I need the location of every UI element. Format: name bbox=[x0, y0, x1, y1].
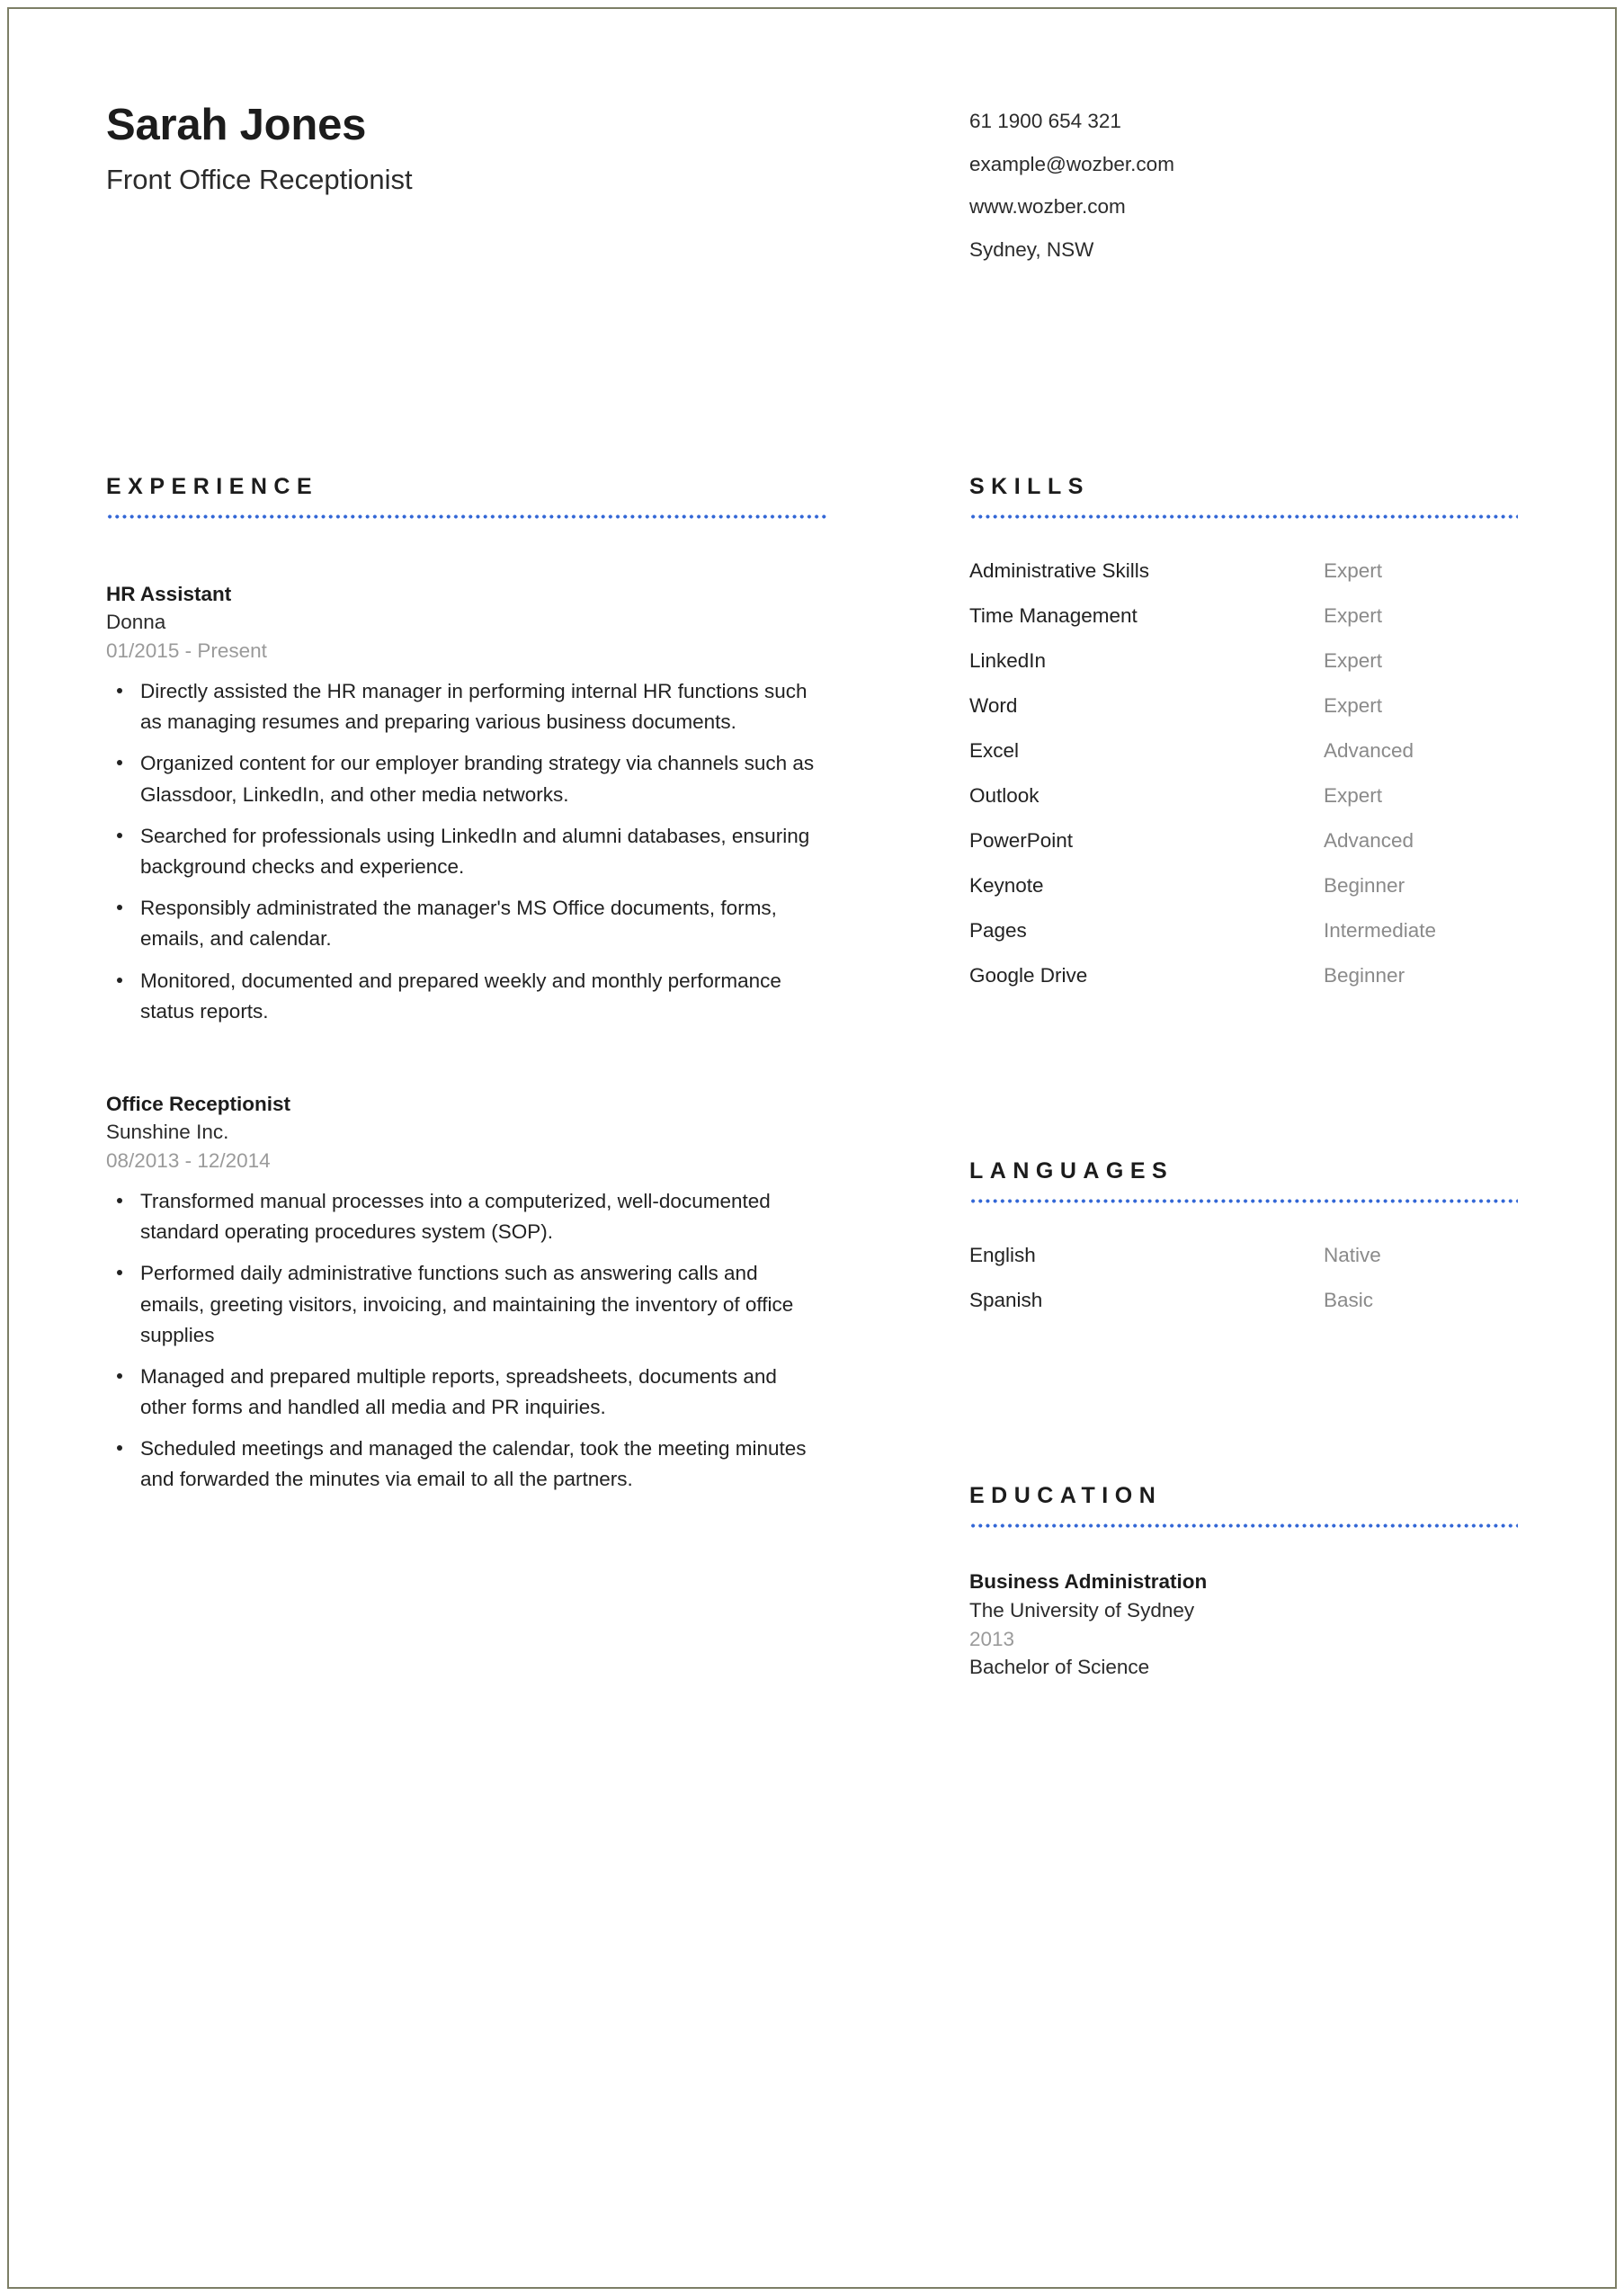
skill-name: Keynote bbox=[969, 874, 1044, 897]
contact-website: www.wozber.com bbox=[969, 195, 1126, 218]
experience-bullet-text: Organized content for our employer branding strategy via channels such as Glassdoor, LinkedIn, and other media networks. bbox=[140, 752, 815, 806]
resume-body bbox=[106, 476, 1518, 1681]
bullet-dot-icon bbox=[117, 1198, 122, 1203]
experience-entry bbox=[106, 1092, 827, 1496]
skill-level: Beginner bbox=[1324, 964, 1405, 987]
experience-bullet-text: Transformed manual processes into a computerized, well-documented standard operating procedures system (SOP). bbox=[140, 1189, 771, 1244]
language-row bbox=[969, 1288, 1518, 1312]
experience-bullet-text: Responsibly administrated the manager's MS Office documents, forms, emails, and calendar. bbox=[140, 897, 777, 951]
skill-row bbox=[969, 648, 1518, 673]
bullet-dot-icon bbox=[117, 1445, 122, 1451]
skill-row bbox=[969, 738, 1518, 763]
bullet-dot-icon bbox=[117, 978, 122, 983]
experience-bullet bbox=[106, 1434, 827, 1495]
education-school: The University of Sydney bbox=[969, 1598, 1195, 1621]
languages-heading: LANGUAGES bbox=[969, 1158, 1174, 1184]
skill-level: Expert bbox=[1324, 784, 1383, 807]
experience-bullet-text: Performed daily administrative functions such as answering calls and emails, greeting visitors, invoicing, and maintaining the inventory of office supplies bbox=[140, 1262, 794, 1346]
skill-name: PowerPoint bbox=[969, 829, 1074, 852]
experience-bullet bbox=[106, 821, 827, 882]
skill-level: Expert bbox=[1324, 604, 1383, 627]
skill-row bbox=[969, 828, 1518, 853]
bullet-dot-icon bbox=[117, 1373, 122, 1379]
skill-row bbox=[969, 963, 1518, 987]
experience-bullet bbox=[106, 1258, 827, 1351]
resume-header bbox=[106, 65, 1518, 260]
experience-bullet bbox=[106, 1186, 827, 1247]
experience-role: Office Receptionist bbox=[106, 1092, 291, 1115]
experience-bullet-text: Directly assisted the HR manager in performing internal HR functions such as managing resumes and preparing various business documents. bbox=[140, 680, 808, 734]
skills-divider bbox=[969, 514, 1518, 519]
experience-bullet bbox=[106, 966, 827, 1027]
experience-divider bbox=[106, 514, 827, 519]
bullet-dot-icon bbox=[117, 833, 122, 838]
skill-level: Expert bbox=[1324, 649, 1383, 672]
contact-block bbox=[969, 101, 1518, 260]
education-year: 2013 bbox=[969, 1627, 1015, 1650]
skill-name: Outlook bbox=[969, 784, 1040, 807]
skill-row bbox=[969, 693, 1518, 718]
bullet-dot-icon bbox=[117, 1270, 122, 1275]
experience-dates: 08/2013 - 12/2014 bbox=[106, 1148, 271, 1172]
experience-entry bbox=[106, 582, 827, 1027]
experience-bullet bbox=[106, 676, 827, 737]
skills-heading: SKILLS bbox=[969, 474, 1090, 499]
skill-name: Time Management bbox=[969, 604, 1138, 627]
bullet-dot-icon bbox=[117, 905, 122, 910]
contact-phone: 61 1900 654 321 bbox=[969, 110, 1121, 132]
education-entry bbox=[969, 1569, 1518, 1681]
language-name: Spanish bbox=[969, 1289, 1043, 1311]
education-heading: EDUCATION bbox=[969, 1483, 1163, 1508]
skill-level: Advanced bbox=[1324, 829, 1414, 852]
experience-section bbox=[106, 476, 827, 1496]
education-award: Bachelor of Science bbox=[969, 1656, 1150, 1679]
experience-bullet bbox=[106, 748, 827, 809]
experience-role: HR Assistant bbox=[106, 583, 232, 605]
skill-level: Beginner bbox=[1324, 874, 1405, 897]
contact-location: Sydney, NSW bbox=[969, 237, 1094, 261]
skill-name: Word bbox=[969, 694, 1018, 717]
skill-row bbox=[969, 918, 1518, 943]
experience-bullet bbox=[106, 1362, 827, 1423]
contact-email: example@wozber.com bbox=[969, 152, 1174, 175]
experience-bullet-list bbox=[106, 1186, 827, 1496]
education-divider bbox=[969, 1523, 1518, 1528]
skills-section bbox=[969, 476, 1518, 987]
experience-bullet bbox=[106, 893, 827, 954]
skill-row bbox=[969, 873, 1518, 898]
candidate-job-title: Front Office Receptionist bbox=[106, 163, 413, 195]
bullet-dot-icon bbox=[117, 688, 122, 693]
header-identity bbox=[106, 101, 969, 196]
skill-level: Expert bbox=[1324, 694, 1383, 717]
skill-level: Advanced bbox=[1324, 739, 1414, 762]
languages-section bbox=[969, 1160, 1518, 1312]
skill-level: Expert bbox=[1324, 559, 1383, 582]
languages-list bbox=[969, 1243, 1518, 1312]
education-degree: Business Administration bbox=[969, 1570, 1208, 1593]
candidate-name: Sarah Jones bbox=[106, 101, 367, 149]
experience-organization: Donna bbox=[106, 611, 166, 634]
skills-list bbox=[969, 558, 1518, 987]
experience-bullet-list bbox=[106, 676, 827, 1027]
experience-organization: Sunshine Inc. bbox=[106, 1121, 229, 1144]
experience-bullet-text: Monitored, documented and prepared weekly and monthly performance status reports. bbox=[140, 969, 781, 1023]
skill-level: Intermediate bbox=[1324, 919, 1437, 942]
language-level: Native bbox=[1324, 1244, 1381, 1266]
skill-row bbox=[969, 783, 1518, 808]
experience-heading: EXPERIENCE bbox=[106, 474, 319, 499]
language-name: English bbox=[969, 1244, 1036, 1266]
language-row bbox=[969, 1243, 1518, 1267]
skill-name: Google Drive bbox=[969, 964, 1088, 987]
skill-name: Pages bbox=[969, 919, 1027, 942]
experience-bullet-text: Searched for professionals using LinkedIn and alumni databases, ensuring background checks and experience. bbox=[140, 824, 810, 878]
skill-name: Administrative Skills bbox=[969, 559, 1150, 582]
skill-name: LinkedIn bbox=[969, 649, 1047, 672]
skill-row bbox=[969, 603, 1518, 628]
experience-bullet-text: Scheduled meetings and managed the calendar, took the meeting minutes and forwarded the minutes via email to all the partners. bbox=[140, 1437, 807, 1491]
right-column bbox=[969, 476, 1518, 1681]
bullet-dot-icon bbox=[117, 760, 122, 765]
experience-dates: 01/2015 - Present bbox=[106, 639, 267, 662]
skill-row bbox=[969, 558, 1518, 583]
language-level: Basic bbox=[1324, 1289, 1374, 1311]
left-column bbox=[106, 476, 827, 1681]
education-section bbox=[969, 1485, 1518, 1681]
column-gap bbox=[827, 476, 969, 1681]
skill-name: Excel bbox=[969, 739, 1020, 762]
languages-divider bbox=[969, 1199, 1518, 1203]
experience-bullet-text: Managed and prepared multiple reports, spreadsheets, documents and other forms and handled all media and PR inquiries. bbox=[140, 1364, 777, 1419]
